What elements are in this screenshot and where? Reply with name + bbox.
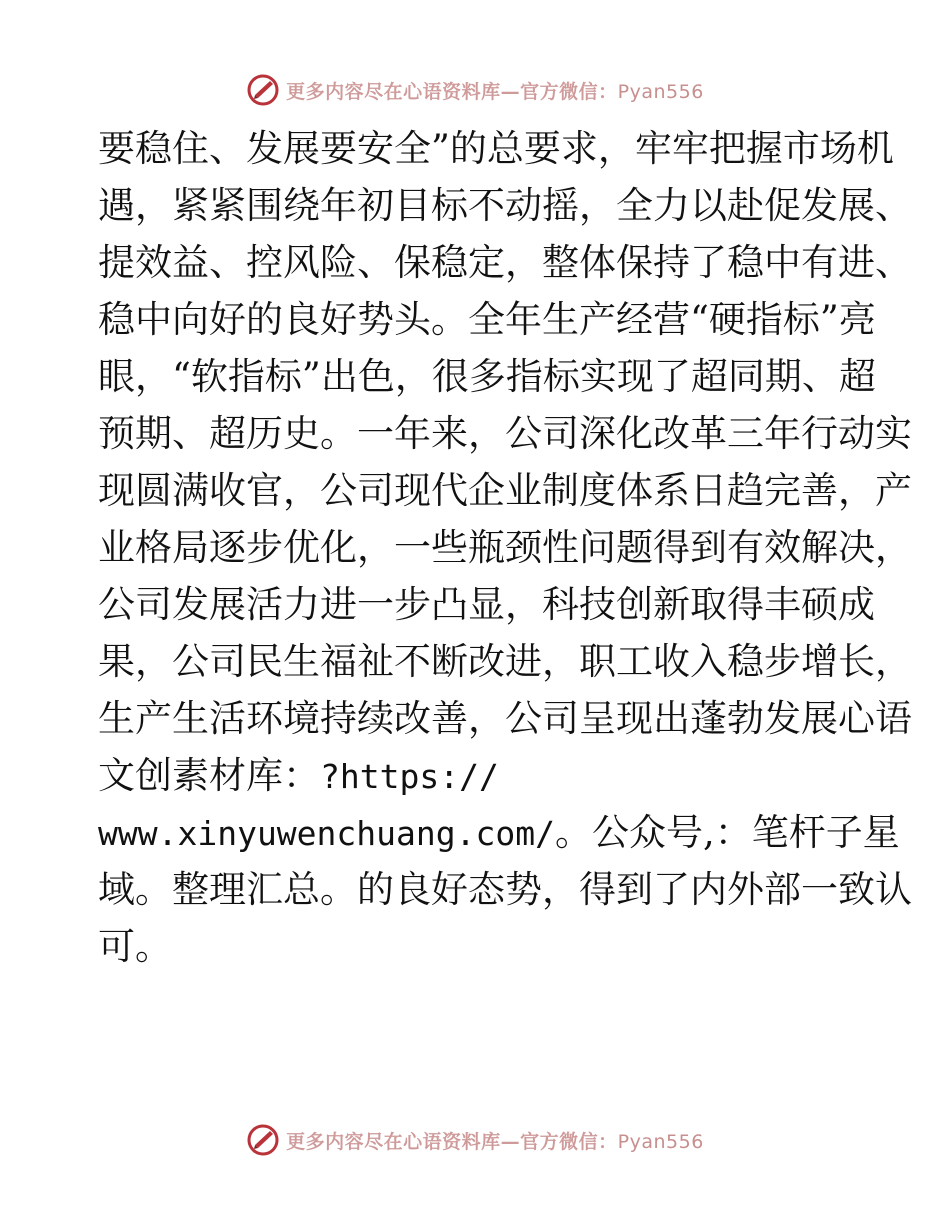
text-line: 果，公司民生福祉不断改进，职工收入稳步增长， [98,640,912,683]
footer-banner-text [286,1127,704,1154]
text-line: 业格局逐步优化，一些瓶颈性问题得到有效解决， [98,526,912,569]
brand-logo-icon [246,73,280,107]
header-banner [0,70,950,110]
text-line: 可。 [98,925,172,968]
text-line: 稳中向好的良好势头。全年生产经营“硬指标”亮 [98,298,876,341]
text-line: 眼，“软指标”出色，很多指标实现了超同期、超 [98,355,876,398]
header-wechat-id: Pyan556 [617,80,704,103]
text-line: 要稳住、发展要安全”的总要求，牢牢把握市场机 [98,127,894,170]
document-body [98,120,912,975]
header-banner-label: 更多内容尽在心语资料库—官方微信： [286,80,618,103]
text-line: 域。整理汇总。的良好态势，得到了内外部一致认 [98,868,912,911]
text-line: 公司发展活力进一步凸显，科技创新取得丰硕成 [98,583,875,626]
text-line [98,804,900,861]
brand-logo-icon [246,1123,280,1157]
url-fragment: ?https:// [320,757,499,796]
text-line: 现圆满收官，公司现代企业制度体系日趋完善，产 [98,469,912,512]
footer-wechat-id: Pyan556 [617,1130,704,1153]
text-line: 遇，紧紧围绕年初目标不动摇，全力以赴促发展、 [98,184,912,227]
text-line: 生产生活环境持续改善，公司呈现出蓬勃发展心语 [98,697,912,740]
text-segment: 文创素材库： [98,754,320,797]
text-line: 提效益、控风险、保稳定，整体保持了稳中有进、 [98,241,912,284]
header-banner-text [286,77,704,104]
url-link[interactable]: www.xinyuwenchuang.com/ [98,814,555,853]
footer-banner [0,1120,950,1160]
text-line: 预期、超历史。一年来，公司深化改革三年行动实 [98,412,912,455]
text-segment: 。公众号,：笔杆子星 [554,811,900,854]
text-line [98,747,858,804]
footer-banner-label: 更多内容尽在心语资料库—官方微信： [286,1130,618,1153]
